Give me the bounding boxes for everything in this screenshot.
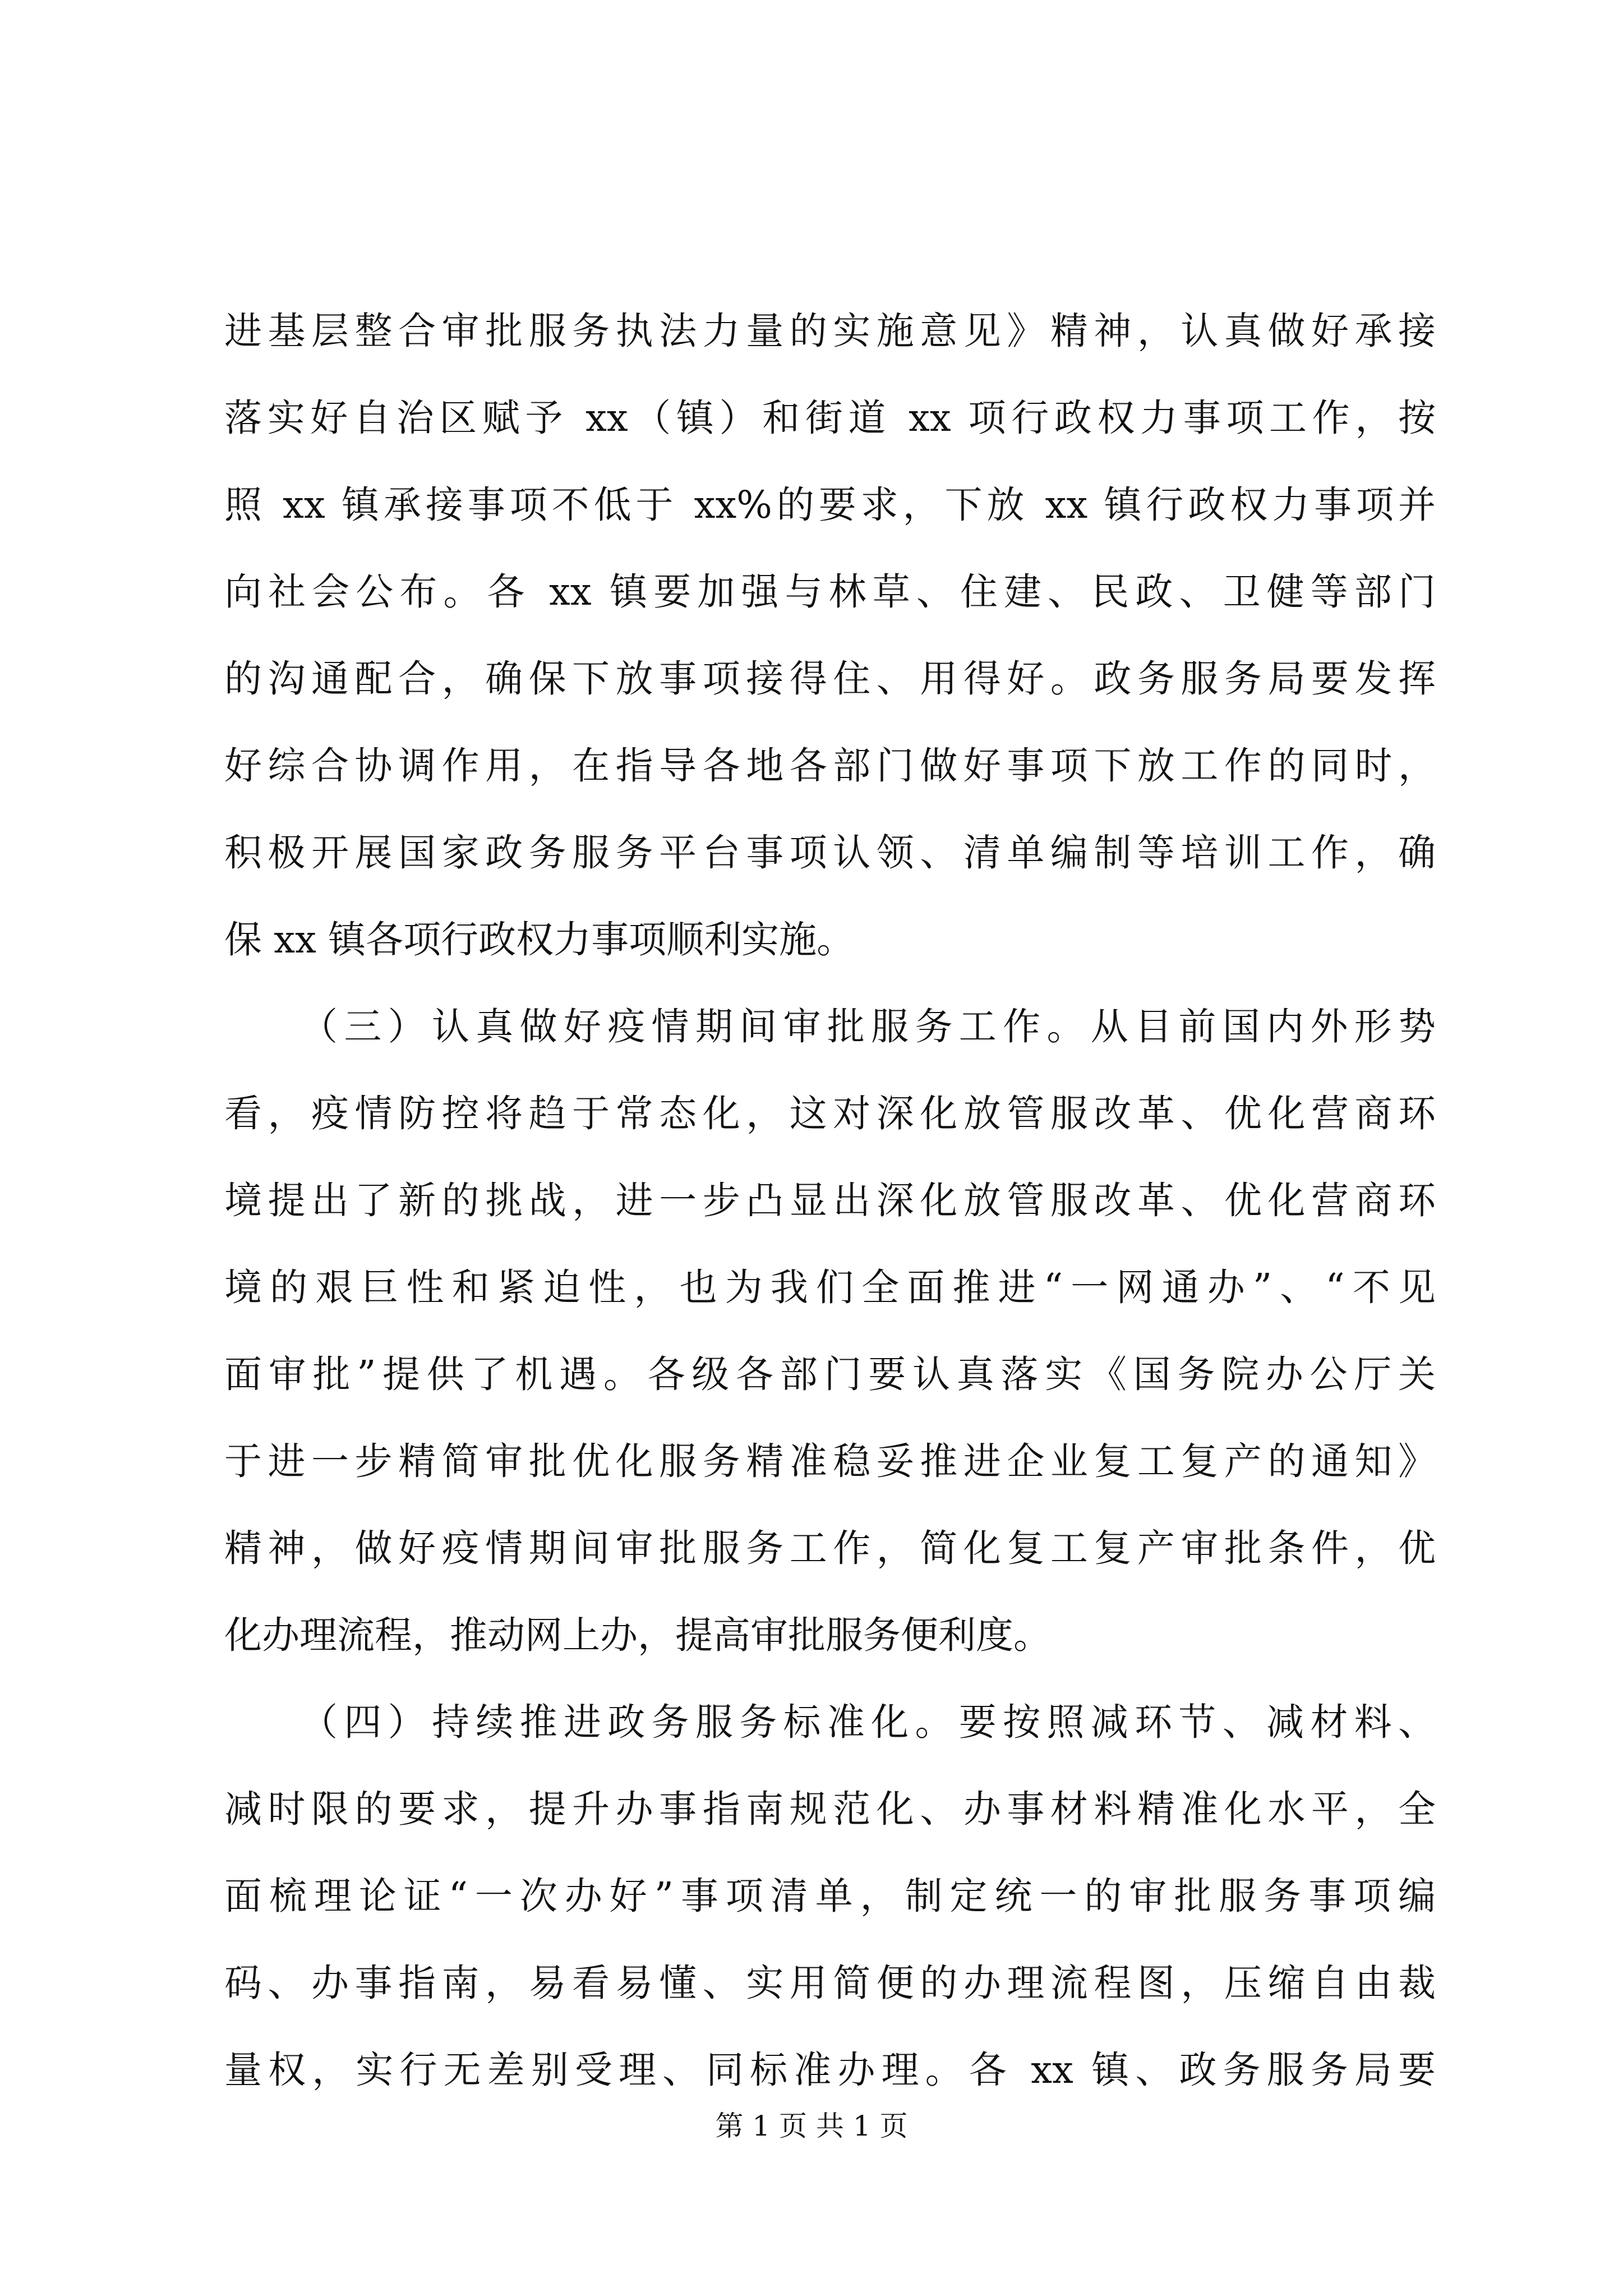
paragraph-3-line-3: 面梳理论证“一次办好”事项清单，制定统一的审批服务事项编 <box>224 1874 1436 1918</box>
paragraph-3-line-1: （四）持续推进政务服务标准化。要按照减环节、减材料、 <box>300 1700 1436 1744</box>
paragraph-3-line-5: 量权，实行无差别受理、同标准办理。各 xx 镇、政务服务局要 <box>224 2048 1436 2092</box>
paragraph-2-line-4: 境的艰巨性和紧迫性，也为我们全面推进“一网通办”、“不见 <box>224 1266 1436 1309</box>
paragraph-3-line-2: 减时限的要求，提升办事指南规范化、办事材料精准化水平，全 <box>224 1787 1436 1831</box>
paragraph-2-line-1: （三）认真做好疫情期间审批服务工作。从目前国内外形势 <box>300 1005 1436 1048</box>
paragraph-2-line-5: 面审批”提供了机遇。各级各部门要认真落实《国务院办公厅关 <box>224 1352 1436 1396</box>
paragraph-2-line-7: 精神，做好疫情期间审批服务工作，简化复工复产审批条件，优 <box>224 1526 1436 1570</box>
paragraph-1-line-5: 的沟通配合，确保下放事项接得住、用得好。政务服务局要发挥 <box>224 657 1436 701</box>
paragraph-1-line-2: 落实好自治区赋予 xx（镇）和街道 xx 项行政权力事项工作，按 <box>224 396 1436 440</box>
paragraph-2-line-2: 看，疫情防控将趋于常态化，这对深化放管服改革、优化营商环 <box>224 1092 1436 1135</box>
paragraph-1-line-7: 积极开展国家政务服务平台事项认领、清单编制等培训工作，确 <box>224 831 1436 875</box>
paragraph-1-line-1: 进基层整合审批服务执法力量的实施意见》精神，认真做好承接 <box>224 309 1436 353</box>
paragraph-2-line-6: 于进一步精简审批优化服务精准稳妥推进企业复工复产的通知》 <box>224 1439 1436 1483</box>
paragraph-1-line-3: 照 xx 镇承接事项不低于 xx%的要求，下放 xx 镇行政权力事项并 <box>224 483 1436 527</box>
page-number-footer: 第 1 页 共 1 页 <box>715 2110 908 2142</box>
paragraph-1-line-6: 好综合协调作用，在指导各地各部门做好事项下放工作的同时， <box>224 744 1436 788</box>
paragraph-2-line-8: 化办理流程，推动网上办，提高审批服务便利度。 <box>224 1613 1051 1657</box>
paragraph-2-line-3: 境提出了新的挑战，进一步凸显出深化放管服改革、优化营商环 <box>224 1179 1436 1222</box>
paragraph-3-line-4: 码、办事指南，易看易懂、实用简便的办理流程图，压缩自由裁 <box>224 1961 1436 2005</box>
paragraph-1-line-8: 保 xx 镇各项行政权力事项顺利实施。 <box>224 918 855 961</box>
paragraph-1-line-4: 向社会公布。各 xx 镇要加强与林草、住建、民政、卫健等部门 <box>224 570 1436 614</box>
